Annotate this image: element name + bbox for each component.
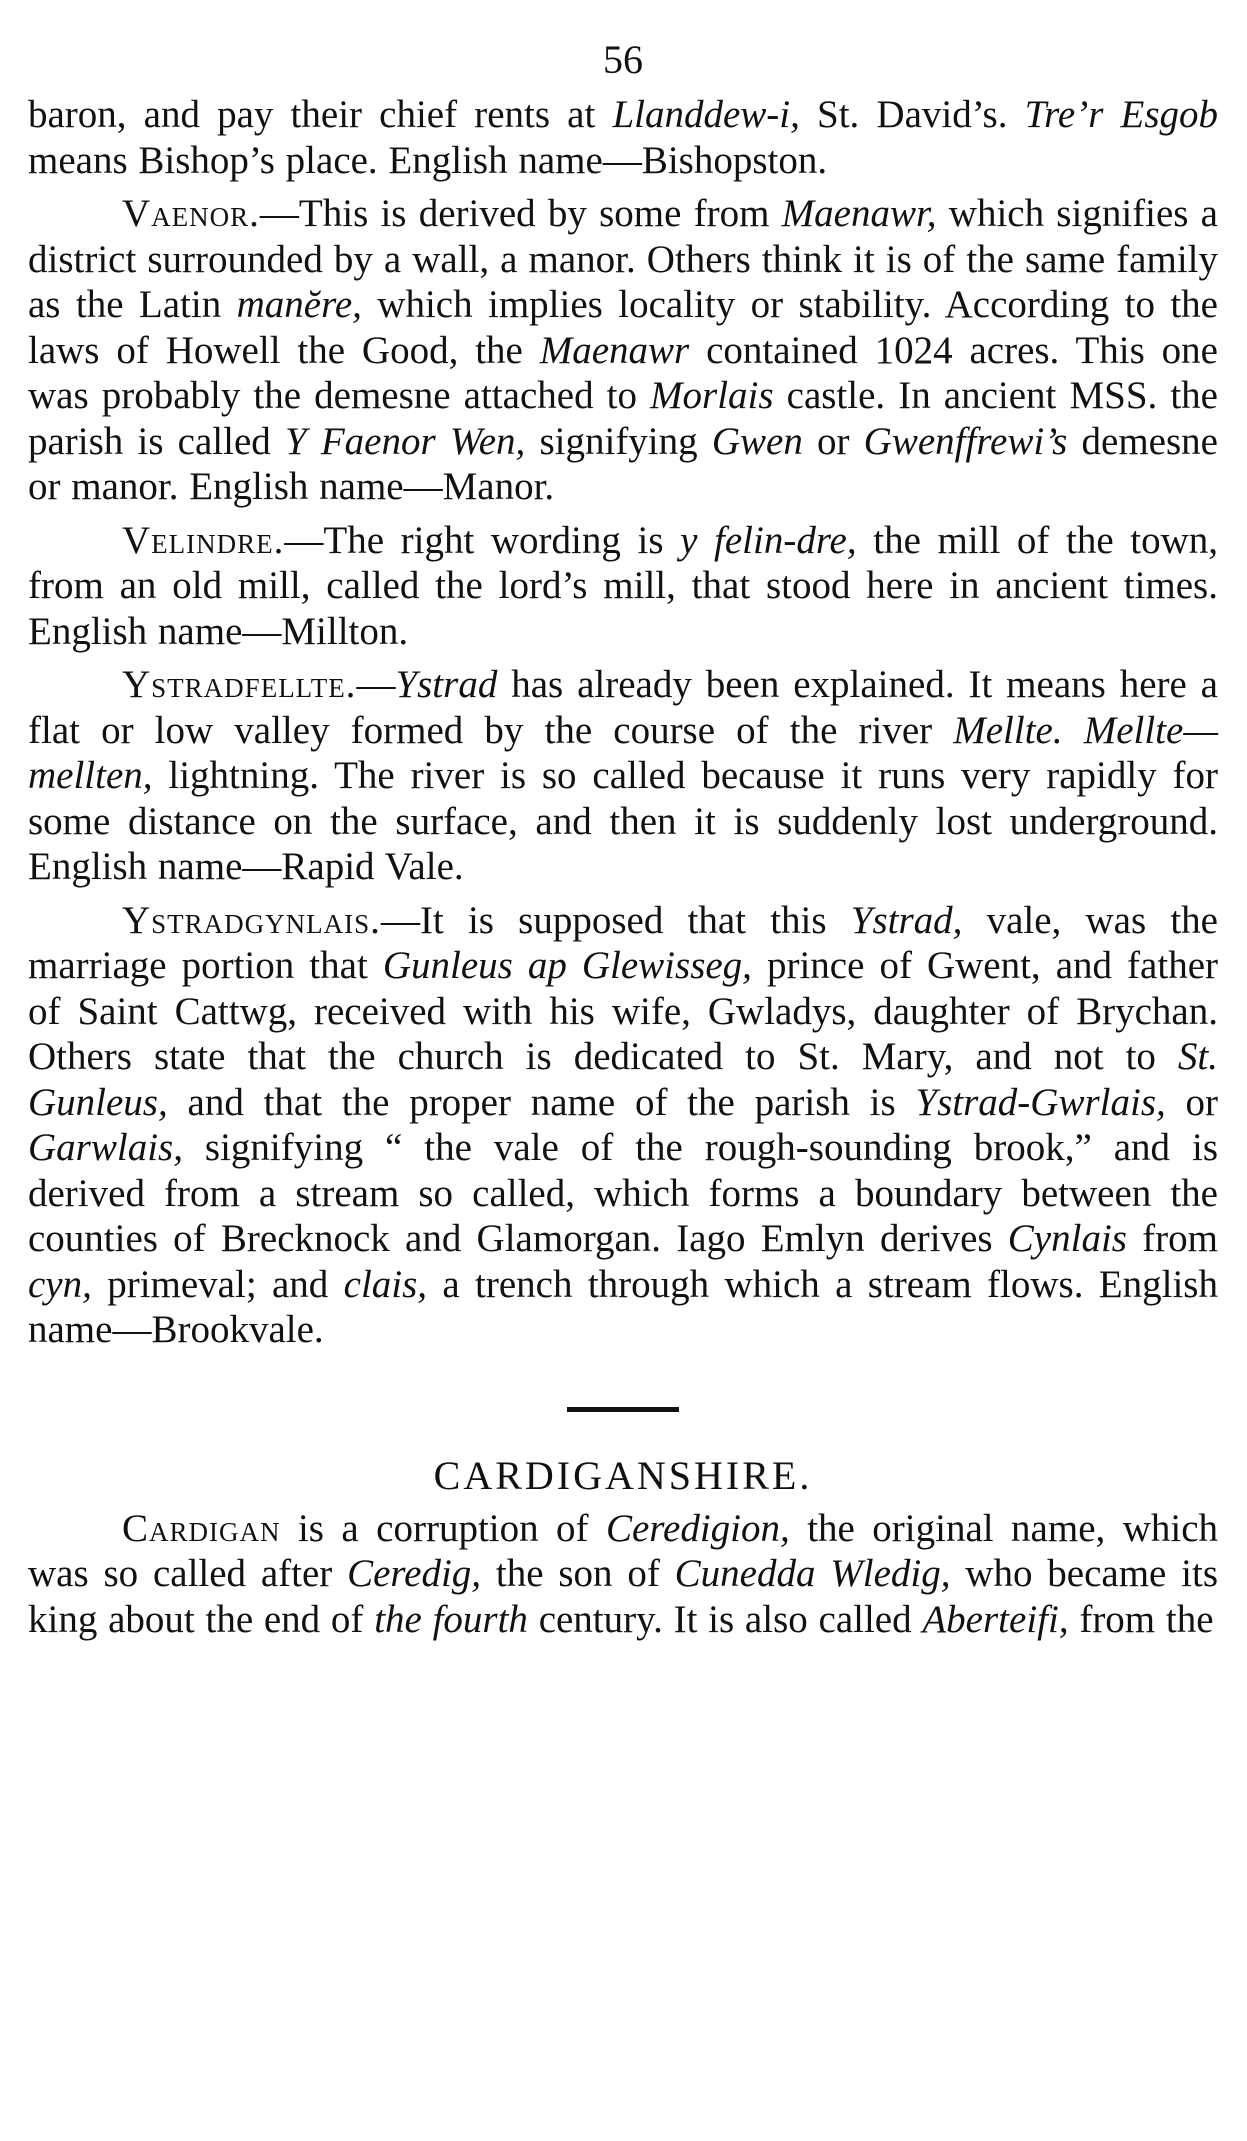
section-divider: [567, 1407, 679, 1412]
entry-heading-cardigan: Cardigan: [122, 1506, 281, 1550]
paragraph-ystradfellte: Ystradfellte.—Ystrad has already been explained. It means here a flat or low valley formed by the course of the river Mellte. Mellte—mellten, lightning. The river is so called because it runs very rapidly for some distance on the surface, and then it is suddenly lost underground. English name—Rapid Vale.: [28, 663, 1218, 888]
paragraph-velindre: Velindre.—The right wording is y felin-dre, the mill of the town, from an old mill, called the lord’s mill, that stood here in ancient times. English name—Millton.: [28, 518, 1219, 653]
book-page: [28, 30, 1218, 1650]
entry-heading-vaenor: Vaenor.: [122, 192, 260, 235]
entry-heading-ystradfellte: Ystradfellte.: [122, 663, 357, 706]
page-number: 56: [603, 37, 643, 82]
section-heading: CARDIGANSHIRE.: [433, 1452, 813, 1498]
paragraph-ystradgynlais: Ystradgynlais.—It is supposed that this Ystrad, vale, was the marriage portion that Gunleus ap Glewisseg, prince of Gwent, and father of Saint Cattwg, received with his wife, Gwladys, daughter of Brychan. Others state that the church is dedicated to St. Mary, and not to St. Gunleus, and that the proper name of the parish is Ystrad-Gwrlais, or Garwlais, signifying “ the vale of the rough-sounding brook,” and is derived from a stream so called, which forms a boundary between the counties of Brecknock and Glamorgan. Iago Emlyn derives Cynlais from cyn, primeval; and clais, a trench through which a stream flows. English name—Brookvale.: [28, 898, 1218, 1351]
paragraph-bishopston-continued: baron, and pay their chief rents at Llanddew-i, St. David’s. Tre’r Esgob means Bishop’s place. English name—Bishopston.: [28, 93, 1218, 182]
entry-heading-ystradgynlais: Ystradgynlais.: [122, 898, 381, 942]
entry-heading-velindre: Velindre.: [122, 518, 285, 562]
paragraph-cardigan: Cardigan is a corruption of Ceredigion, the original name, which was so called after Ceredig, the son of Cunedda Wledig, who became its king about the end of the fourth century. It is also called Aberteifi, from the: [28, 1506, 1219, 1641]
paragraph-vaenor: Vaenor.—This is derived by some from Maenawr, which signifies a district surrounded by a wall, a manor. Others think it is of the same family as the Latin manĕre, which implies locality or stability. According to the laws of Howell the Good, the Maenawr contained 1024 acres. This one was probably the demesne attached to Morlais castle. In ancient MSS. the parish is called Y Faenor Wen, signifying Gwen or Gwenffrewi’s demesne or manor. English name—Manor.: [28, 192, 1218, 508]
